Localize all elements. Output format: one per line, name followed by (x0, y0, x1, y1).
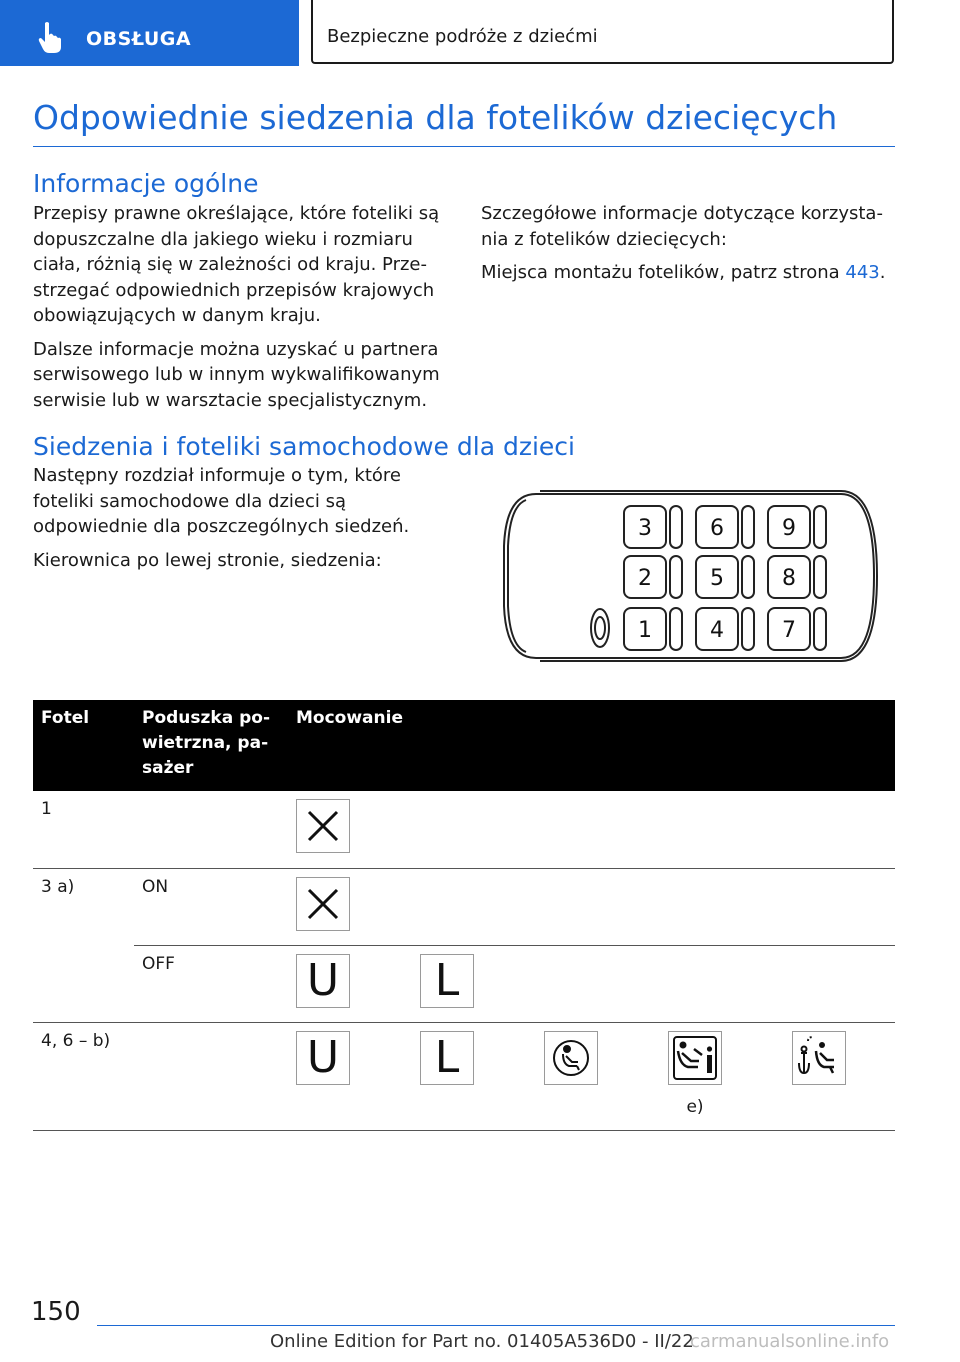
section-label: OBSŁUGA (86, 28, 192, 50)
seat-cell: 4, 6 – b) (33, 1022, 134, 1130)
section-tab[interactable] (0, 0, 299, 66)
seat-7 (768, 608, 826, 650)
page-number: 150 (31, 1297, 81, 1327)
child-seat-info-icon (668, 1031, 722, 1085)
cross-icon (296, 877, 350, 931)
general-paragraph-1: Przepisy prawne określające, które foteliki są dopuszczalne dla jakiego wieku i rozmiaru ciała, różnią się w zależności od kraju. Przestrzegać odpowiednich przepisów krajowych obowiązujących w danym kraju. (33, 203, 440, 326)
footnote-e: e) (686, 1096, 704, 1117)
seat-number-label: 3 (638, 516, 652, 541)
seat-number-label: 8 (782, 566, 796, 591)
mounting-cell (288, 945, 895, 1022)
airbag-cell: ON (134, 868, 288, 945)
universal-u-icon: U (296, 1031, 350, 1085)
seat-6 (696, 506, 754, 548)
chapter-tab[interactable] (311, 0, 894, 64)
general-paragraph-2: Dalsze informacje można uzyskać u partnera serwisowego lub w innym wykwalifikowanym serwisie lub w warsztacie specjalistycznym. (33, 338, 440, 411)
isofix-l-icon: L (420, 1031, 474, 1085)
page-title: Odpowiednie siedzenia dla fotelików dziecięcych (33, 98, 838, 137)
seat-9 (768, 506, 826, 548)
mounting-cell (288, 791, 895, 868)
seat-suitability-table (33, 700, 895, 1131)
seat-number-label: 5 (710, 566, 724, 591)
seat-5 (696, 556, 754, 598)
seats-heading: Siedzenia i foteliki samochodowe dla dzieci (33, 432, 575, 461)
title-divider (33, 146, 895, 147)
page-link[interactable]: 443 (845, 262, 880, 283)
seat-number-label: 4 (710, 618, 724, 643)
general-left-column (33, 201, 448, 421)
header-seat: Fotel (33, 700, 134, 791)
seats-text-column (33, 463, 448, 581)
seat-number-label: 1 (638, 618, 652, 643)
table-row (33, 945, 895, 1022)
footer-divider (97, 1325, 895, 1326)
seat-layout-diagram (496, 486, 878, 666)
seat-cell: 3 a) (33, 868, 134, 1022)
chapter-label: Bezpieczne podróże z dziećmi (327, 26, 598, 47)
steering-wheel-icon (591, 609, 609, 647)
seat-cell: 1 (33, 791, 134, 868)
seat-2 (624, 556, 682, 598)
seats-paragraph-2: Kierownica po lewej stronie, siedzenia: (33, 549, 382, 571)
header-mounting: Mocowanie (288, 700, 895, 791)
seat-number-label: 9 (782, 516, 796, 541)
table-header-row (33, 700, 895, 791)
table-row (33, 791, 895, 868)
mounting-cell (288, 868, 895, 945)
general-heading: Informacje ogólne (33, 169, 259, 198)
seat-number-label: 7 (782, 618, 796, 643)
seat-number-label: 6 (710, 516, 724, 541)
anchor-child-seat-icon (792, 1031, 846, 1085)
hand-pointer-icon (36, 21, 66, 53)
seats-paragraph-1: Następny rozdział informuje o tym, które foteliki samochodowe dla dzieci są odpowiednie dla poszczególnych siedzeń. (33, 465, 410, 537)
child-seat-icon (544, 1031, 598, 1085)
table-row (33, 1022, 895, 1130)
mounting-cell (288, 1022, 895, 1130)
cross-icon (296, 799, 350, 853)
general-paragraph-4: Miejsca montażu fotelików, patrz strona 443. (481, 262, 886, 283)
general-right-column (481, 201, 895, 294)
seat-3 (624, 506, 682, 548)
isofix-l-icon: L (420, 954, 474, 1008)
edition-label: Online Edition for Part no. 01405A536D0 - II/22 (270, 1331, 694, 1352)
table-row (33, 868, 895, 945)
airbag-cell (134, 791, 288, 868)
airbag-cell: OFF (134, 945, 288, 1022)
universal-u-icon: U (296, 954, 350, 1008)
seat-1 (624, 608, 682, 650)
airbag-cell (134, 1022, 288, 1130)
general-paragraph-3: Szczegółowe informacje dotyczące korzystania z fotelików dziecięcych: (481, 203, 883, 250)
seat-4 (696, 608, 754, 650)
header-airbag: Poduszka powietrzna, pasażer (134, 700, 288, 791)
seat-number-label: 2 (638, 566, 652, 591)
seat-8 (768, 556, 826, 598)
watermark: carmanualsonline.info (690, 1331, 890, 1352)
